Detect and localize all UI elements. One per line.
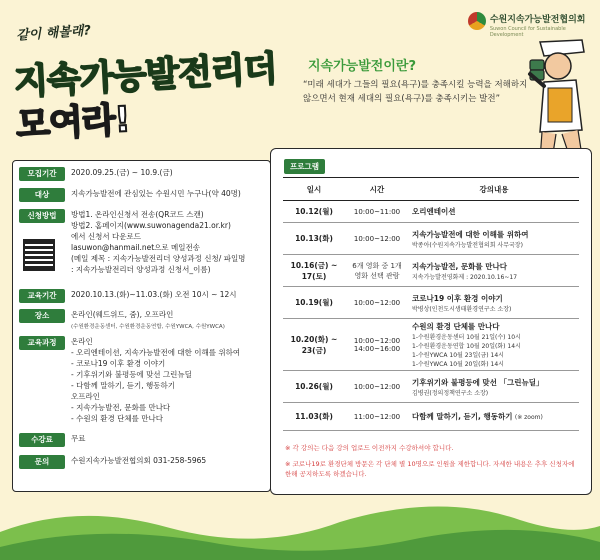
info-value: 2020.10.13.(화)~11.03.(화) 오전 10시 ~ 12시	[71, 290, 237, 299]
info-row-curriculum	[19, 336, 240, 424]
row-time: 10:00~12:00	[345, 287, 409, 319]
info-value: 무료	[71, 434, 86, 443]
qr-code-icon[interactable]	[23, 239, 55, 271]
table-row	[283, 223, 579, 255]
table-row	[283, 403, 579, 431]
row-content	[409, 403, 579, 431]
header-date: 일시	[283, 178, 345, 201]
info-label: 신청방법	[19, 209, 65, 223]
row-content	[409, 255, 579, 287]
row-content-title: 수원의 환경 단체를 만나다	[412, 322, 500, 331]
info-value: 2020.09.25.(금) ~ 10.9.(금)	[71, 168, 173, 177]
main-title-line2: 모여라!	[15, 100, 131, 146]
info-row-fee	[19, 433, 86, 447]
info-value	[71, 309, 225, 333]
table-row	[283, 371, 579, 403]
row-content-title: 다함께 말하기, 듣기, 행동하기	[412, 412, 513, 421]
info-row-education-period	[19, 289, 237, 303]
row-date: 11.03(화)	[283, 403, 345, 431]
row-time: 10:00~11:00	[345, 201, 409, 223]
info-row-location	[19, 309, 225, 333]
row-time: 11:00~12:00	[345, 403, 409, 431]
info-label: 교육기간	[19, 289, 65, 303]
info-value: 수원지속가능발전협의회 031-258-5965	[71, 456, 207, 465]
program-note-2: ※ 코로나19로 환경단체 방문은 각 단체 별 10명으로 인원을 제한합니다. 자세한 내용은 추후 신청자에 한해 공지하도록 하겠습니다.	[285, 460, 575, 478]
row-content-title: 코로나19 이후 환경 이야기	[412, 293, 503, 303]
row-content-sub: 1-수원환경운동센터 10월 21일(수) 10시 1-수원환경운동연합 10월 20일(화) 14시 1-수원YWCA 10월 23일(금) 14시 1-수원YWCA 10월 20일(화) 14시	[412, 334, 521, 368]
location-text: 온라인(웨드위드, 줌), 오프라인	[71, 310, 174, 319]
info-label: 문의	[19, 455, 65, 469]
program-panel	[270, 148, 592, 495]
row-content-title: 지속가능발전, 문화를 만나다	[412, 261, 508, 271]
info-panel	[12, 160, 271, 492]
row-content	[409, 223, 579, 255]
row-content-sub: 김병권(정의정책연구소 소장)	[412, 389, 489, 397]
row-date: 10.19(월)	[283, 287, 345, 319]
row-content	[409, 201, 579, 223]
table-row	[283, 255, 579, 287]
row-date: 10.13(화)	[283, 223, 345, 255]
row-content-sub: 지속가능발전영화제 : 2020.10.16~17	[412, 273, 518, 281]
info-label: 대상	[19, 188, 65, 202]
row-date: 10.16(금) ~ 17(토)	[283, 255, 345, 287]
info-value: 온라인 - 오리엔테이션, 지속가능발전에 대한 이해를 위하여 - 코로나19 이후 환경 이야기 - 기후위기와 불평등에 맞선 그린뉴딜 - 다함께 말하기, 듣기, 행동하기 오프라인 - 지속가능발전, 문화를 만나다 - 수원의 환경 단체를 만나다	[71, 337, 241, 423]
row-time: 6개 영화 중 1개 영화 선택 관람	[345, 255, 409, 287]
program-note-1: ※ 각 강의는 다음 강의 업로드 이전까지 수강하셔야 합니다.	[285, 444, 454, 452]
row-date: 10.20(화) ~ 23(금)	[283, 319, 345, 371]
row-content-title: 지속가능발전에 대한 이해를 위하여	[412, 229, 529, 239]
definition-text: “미래 세대가 그들의 필요(욕구)를 충족시킬 능력을 저해하지 않으면서 현재 세대의 필요(욕구)를 충족시키는 발전”	[303, 80, 528, 104]
table-row	[283, 201, 579, 223]
info-label: 장소	[19, 309, 65, 323]
row-content	[409, 319, 579, 371]
logo-name: 수원지속가능발전협의회	[489, 15, 586, 25]
header-content: 강의내용	[409, 178, 579, 201]
main-title-line1: 지속가능발전리더	[13, 49, 278, 103]
tagline: 같이 해볼래?	[15, 23, 92, 44]
logo-mark-icon	[468, 12, 486, 30]
row-content-title: 오리엔테이션	[412, 207, 456, 216]
row-time: 10:00~12:00	[345, 223, 409, 255]
program-title: 프로그램	[284, 159, 325, 174]
hills-decoration	[0, 492, 600, 560]
row-date: 10.12(월)	[283, 201, 345, 223]
info-row-recruit-period	[19, 167, 173, 181]
row-content	[409, 287, 579, 319]
location-note: (수원환경운동센터, 수원환경운동연합, 수원YWCA, 수원YWCA)	[71, 324, 225, 330]
row-content	[409, 371, 579, 403]
row-content-sub: 박병상(인천도시생태환경연구소 소장)	[412, 305, 512, 313]
header-time: 시간	[345, 178, 409, 201]
info-value: 방법1. 온라인신청서 전송(QR코드 스캔) 방법2. 홈페이지(www.suwonagenda21.or.kr) 에서 신청서 다운로드 lasuwon@hanmail.net으로 메일전송 (메일 제목 : 지속가능발전리더 양성과정 신청/ 파일명 : 지속가능발전리더 양성과정 신청서_이름)	[71, 210, 246, 274]
row-time: 10:00~12:00 14:00~16:00	[345, 319, 409, 371]
info-label: 교육과정	[19, 336, 65, 350]
info-label: 모집기간	[19, 167, 65, 181]
row-content-title: 기후위기와 불평등에 맞선 「그린뉴딜」	[412, 377, 544, 387]
info-label: 수강료	[19, 433, 65, 447]
definition-title: 지속가능발전이란?	[308, 59, 417, 74]
table-row	[283, 319, 579, 371]
row-content-sub: (※ zoom)	[514, 414, 543, 421]
row-date: 10.26(월)	[283, 371, 345, 403]
logo-subtitle: Suwon Council for Sustainable Development	[489, 26, 566, 38]
row-time: 10:00~12:00	[345, 371, 409, 403]
table-row	[283, 287, 579, 319]
info-row-contact	[19, 455, 206, 469]
info-row-target	[19, 188, 241, 202]
info-value: 지속가능발전에 관심있는 수원시민 누구나(약 40명)	[71, 189, 241, 198]
program-table	[283, 177, 579, 431]
row-content-sub: 박종아(수원지속가능발전협의회 사무국장)	[412, 241, 523, 249]
